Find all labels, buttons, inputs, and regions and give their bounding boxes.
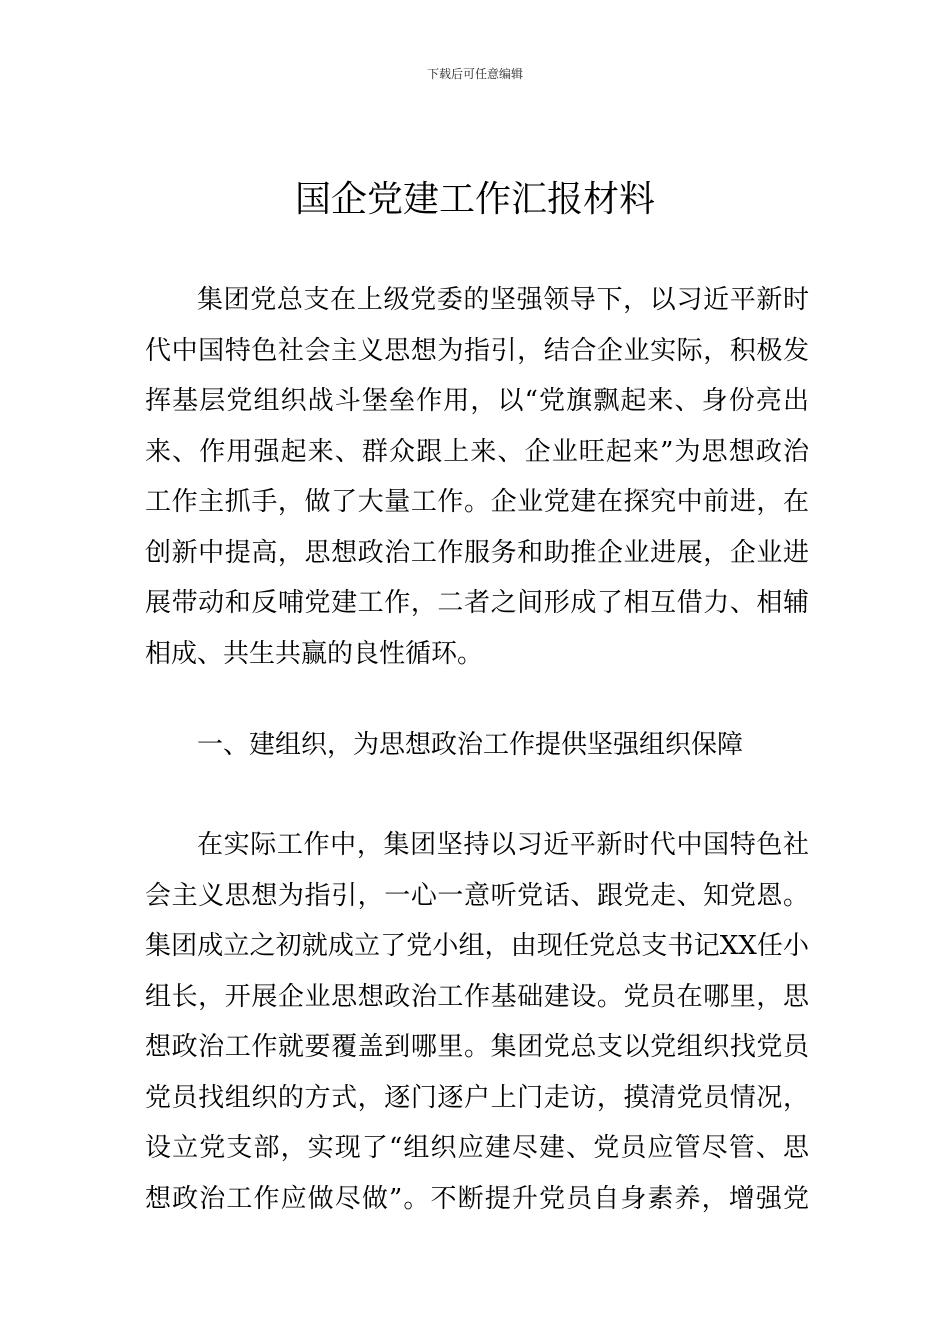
paragraph-line: 集团成立之初就成立了党小组，由现任党总支书记XX任小 <box>145 931 809 961</box>
paragraph-line: 相成、共生共赢的良性循环。 <box>145 638 484 669</box>
paragraph-line: 展带动和反哺党建工作，二者之间形成了相互借力、相辅 <box>145 588 809 618</box>
header-note: 下载后可任意编辑 <box>426 67 523 81</box>
document-title: 国企党建工作汇报材料 <box>294 179 655 220</box>
paragraph-line: 党员找组织的方式，逐门逐户上门走访，摸清党员情况， <box>145 1082 809 1113</box>
section-heading-text: 一、建组织，为思想政治工作提供坚强组织保障 <box>197 730 744 760</box>
paragraph-line: 代中国特色社会主义思想为指引，结合企业实际，积极发 <box>145 335 809 366</box>
paragraph-line: 创新中提高，思想政治工作服务和助推企业进展，企业进 <box>145 537 809 568</box>
section-heading <box>145 720 809 771</box>
paragraph-line: 设立党支部，实现了“组织应建尽建、党员应管尽管、思 <box>145 1133 809 1163</box>
paragraph-line: 工作主抓手，做了大量工作。企业党建在探究中前进，在 <box>145 487 809 517</box>
paragraph-line: 想政治工作应做尽做”。不断提升党员自身素养，增强党 <box>145 1183 809 1214</box>
paragraph-line: 组长，开展企业思想政治工作基础建设。党员在哪里，思 <box>145 981 809 1012</box>
section-paragraph <box>145 820 809 1224</box>
paragraph-line: 会主义思想为指引，一心一意听党话、跟党走、知党恩。 <box>145 880 809 911</box>
paragraph-line: 想政治工作就要覆盖到哪里。集团党总支以党组织找党员 <box>145 1032 809 1062</box>
intro-paragraph <box>145 275 809 679</box>
paragraph-line: 在实际工作中，集团坚持以习近平新时代中国特色社 <box>197 830 809 860</box>
paragraph-line: 挥基层党组织战斗堡垒作用，以“党旗飘起来、身份亮出 <box>145 386 809 416</box>
paragraph-line: 集团党总支在上级党委的坚强领导下，以习近平新时 <box>197 285 809 315</box>
paragraph-line: 来、作用强起来、群众跟上来、企业旺起来”为思想政治 <box>145 436 809 467</box>
